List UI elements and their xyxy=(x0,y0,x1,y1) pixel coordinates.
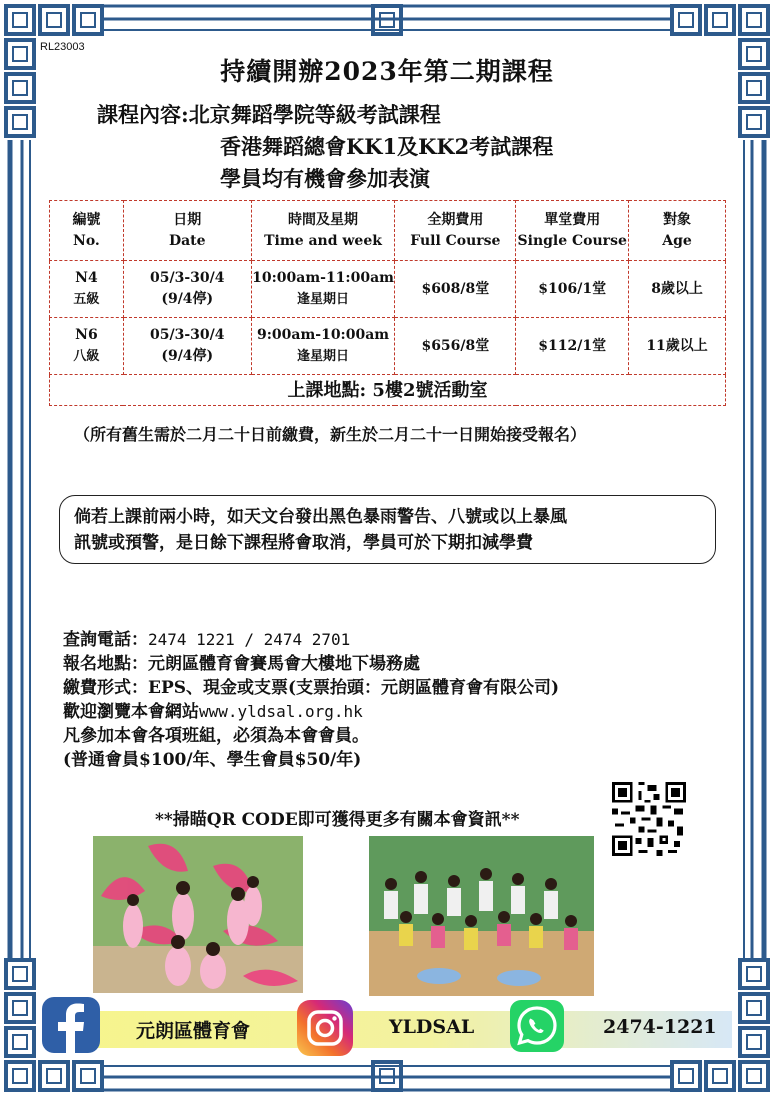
cell-full-fee: $608/8堂 xyxy=(395,261,516,318)
table-header-row xyxy=(50,201,726,261)
phone-numbers: 2474 1221 / 2474 2701 xyxy=(148,630,351,649)
table-row xyxy=(50,318,726,375)
contact-info xyxy=(63,628,559,772)
cell-time: 9:00am-10:00am 逢星期日 xyxy=(251,318,395,375)
qr-code-icon[interactable] xyxy=(612,782,686,856)
instagram-handle: YLDSAL xyxy=(389,1016,475,1038)
course-content-item-2: 香港舞蹈總會KK1及KK2考試課程 xyxy=(220,134,554,159)
cell-date: 05/3-30/4 (9/4停) xyxy=(123,261,251,318)
page-title: 持續開辦2023年第二期課程 xyxy=(220,57,554,86)
venue-row xyxy=(50,375,726,406)
course-content-label: 課程內容: xyxy=(97,102,189,127)
cell-age: 8歲以上 xyxy=(629,261,726,318)
header-cell: 對象 Age xyxy=(629,201,726,261)
course-content-item-1: 北京舞蹈學院等級考試課程 xyxy=(188,102,441,127)
warning-line-1: 倘若上課前兩小時，如天文台發出黑色暴雨警告、八號或以上暴風 xyxy=(74,507,567,527)
registration-notice: （所有舊生需於二月二十日前繳費，新生於二月二十一日開始接受報名） xyxy=(74,425,587,444)
payment-methods: 繳費形式：EPS、現金或支票(支票抬頭：元朗區體育會有限公司) xyxy=(63,678,560,698)
instagram-icon[interactable] xyxy=(297,1000,353,1056)
cell-no: N4 五級 xyxy=(50,261,124,318)
qr-note: **掃瞄QR CODE即可獲得更多有關本會資訊** xyxy=(155,810,520,830)
phone-line: 查詢電話：2474 1221 / 2474 2701 xyxy=(63,630,351,650)
cell-single-fee: $106/1堂 xyxy=(516,261,629,318)
header-cell: 編號 No. xyxy=(50,201,124,261)
course-content-item-3: 學員均有機會參加表演 xyxy=(220,166,430,191)
whatsapp-number: 2474-1221 xyxy=(603,1016,717,1038)
website-link[interactable]: www.yldsal.org.hk xyxy=(199,702,363,721)
header-cell: 單堂費用 Single Course xyxy=(516,201,629,261)
course-content-line-1 xyxy=(97,99,441,129)
warning-line-2: 訊號或預警，是日餘下課程將會取消，學員可於下期扣減學費 xyxy=(74,533,533,553)
table-row xyxy=(50,261,726,318)
cell-single-fee: $112/1堂 xyxy=(516,318,629,375)
registration-venue: 報名地點：元朗區體育會賽馬會大樓地下場務處 xyxy=(63,654,420,674)
document-code: RL23003 xyxy=(40,41,85,53)
cell-time: 10:00am-11:00am 逢星期日 xyxy=(251,261,395,318)
header-cell: 日期 Date xyxy=(123,201,251,261)
facebook-icon[interactable] xyxy=(42,997,100,1053)
whatsapp-icon[interactable] xyxy=(510,1000,564,1052)
venue-cell: 上課地點: 5樓2號活動室 xyxy=(50,375,726,406)
membership-fees: (普通會員$100/年、學生會員$50/年) xyxy=(63,750,362,770)
website-line: 歡迎瀏覽本會網站www.yldsal.org.hk xyxy=(63,702,363,722)
cell-date: 05/3-30/4 (9/4停) xyxy=(123,318,251,375)
membership-requirement: 凡參加本會各項班組，必須為本會會員。 xyxy=(63,726,369,746)
dance-photo-fans xyxy=(93,836,303,993)
course-table xyxy=(49,200,726,406)
weather-warning-box xyxy=(59,495,716,564)
header-cell: 全期費用 Full Course xyxy=(395,201,516,261)
cell-age: 11歲以上 xyxy=(629,318,726,375)
cell-full-fee: $656/8堂 xyxy=(395,318,516,375)
facebook-page-name: 元朗區體育會 xyxy=(136,1020,251,1042)
header-cell: 時間及星期 Time and week xyxy=(251,201,395,261)
cell-no: N6 八級 xyxy=(50,318,124,375)
dance-photo-group xyxy=(369,836,594,996)
